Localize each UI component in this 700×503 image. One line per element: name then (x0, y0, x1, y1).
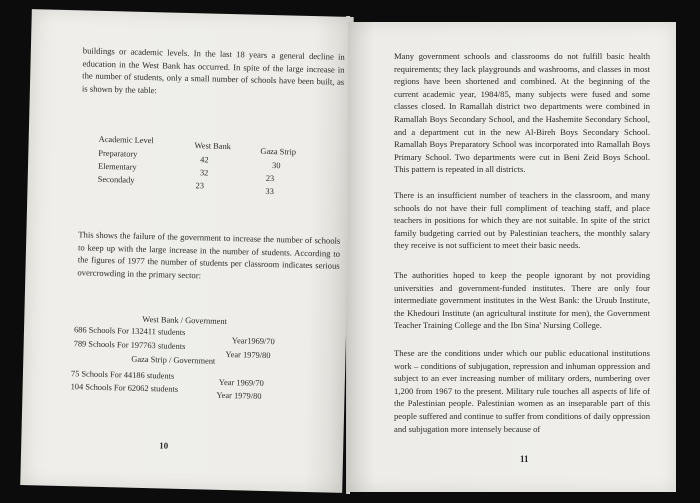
table-header-gaza-strip: Gaza Strip (260, 146, 297, 157)
west-bank-heading: West Bank / Government (142, 314, 228, 326)
right-paragraph-4: These are the conditions under which our public educational institutions work – conditions of subjugation, repression and inhuman oppression and subject to an ever increasing number of military orders, numbering over 1,200 from 1967 to the present. Military rule touches all aspects of life of the Palestinian people. Palestinian women as an inseparable part of this people suffered and continue to suffer from conditions of daily oppression and subjugation more intensely because of (394, 348, 650, 434)
table-row-west-bank: 23 (195, 181, 205, 191)
table-header-west-bank: West Bank (194, 141, 231, 152)
table-row-level: Elementary (97, 161, 137, 172)
page-number-right: 11 (520, 454, 529, 464)
stats-row: 686 Schools For 132411 students (73, 325, 186, 337)
right-paragraph-2: There is an insufficient number of teachers in the classroom, and many schools do not have their full compliment of teaching staff, and place teachers in positions for which they are not suitable. In spite of the strict family budgeting carried out by Palestinian teachers, the monthly salary they receive is not sufficient to meet their basic needs. (394, 190, 650, 251)
table-row-gaza: 33 (265, 186, 274, 197)
table-header-level: Academic Level (98, 134, 154, 146)
table-row-west-bank: 42 (200, 155, 209, 165)
stats-row: 75 Schools For 44186 students (70, 369, 175, 381)
right-paragraph-3: The authorities hoped to keep the people ignorant by not providing universities and government-funded institutes. There are only four intermediate government institutes in the West Bank: the Uruub Institute, the Khedouri Institute (an agricultural institute for men), the Government Teacher Training College and the Ibn Sina' Nursing College. (394, 270, 650, 331)
stats-year: Year 1979/80 (216, 390, 262, 401)
right-page (348, 22, 676, 492)
table-row-gaza: 23 (265, 173, 275, 184)
stats-row: 104 Schools For 62062 students (70, 382, 179, 394)
stats-year: Year 1979/80 (225, 349, 271, 361)
stats-year: Year 1969/70 (218, 377, 264, 388)
gaza-strip-heading: Gaza Strip / Government (131, 354, 216, 366)
right-paragraph-1: Many government schools and classrooms do not fulfill basic health requirements; they lack playgrounds and washrooms, and classes in most regions have been shortened and combined. At the beginning of the current academic year, 1984/85, many subjects were fused and some classes closed. In Ramallah district two departments were combined in Ramallah Boys Secondary School, and the Hashemite Secondary School, and a department cut in the new Al-Bireh Boys Secondary School. Ramallah Boys Preparatory School was incorporated into Ramallah Boys Primary School. Two departments were cut in Beni Zeid Boys School. This pattern is repeated in all districts. (394, 51, 650, 175)
table-row-level: Secondady (97, 174, 135, 185)
page-number-left: 10 (159, 440, 169, 451)
table-row-west-bank: 32 (199, 168, 209, 178)
left-page (20, 9, 354, 493)
table-row-gaza: 30 (272, 161, 281, 171)
left-paragraph-1: buildings or academic levels. In the last 18 years a general decline in education in the West Bank has occurred. In spite of the large increase in the number of students, only a small number of schools have been built, as is shown by the table: (81, 45, 345, 95)
stats-row: 789 Schools For 197763 students (73, 339, 186, 351)
left-paragraph-2: This shows the failure of the government to increase the number of schools to keep up with the large increase in the number of students. According to the figures of 1977 the number of students per classroom indicates serious overcrowding in the primary sector: (77, 229, 341, 281)
table-row-level: Preparatory (98, 148, 138, 159)
stats-year: Year1969/70 (231, 336, 275, 347)
